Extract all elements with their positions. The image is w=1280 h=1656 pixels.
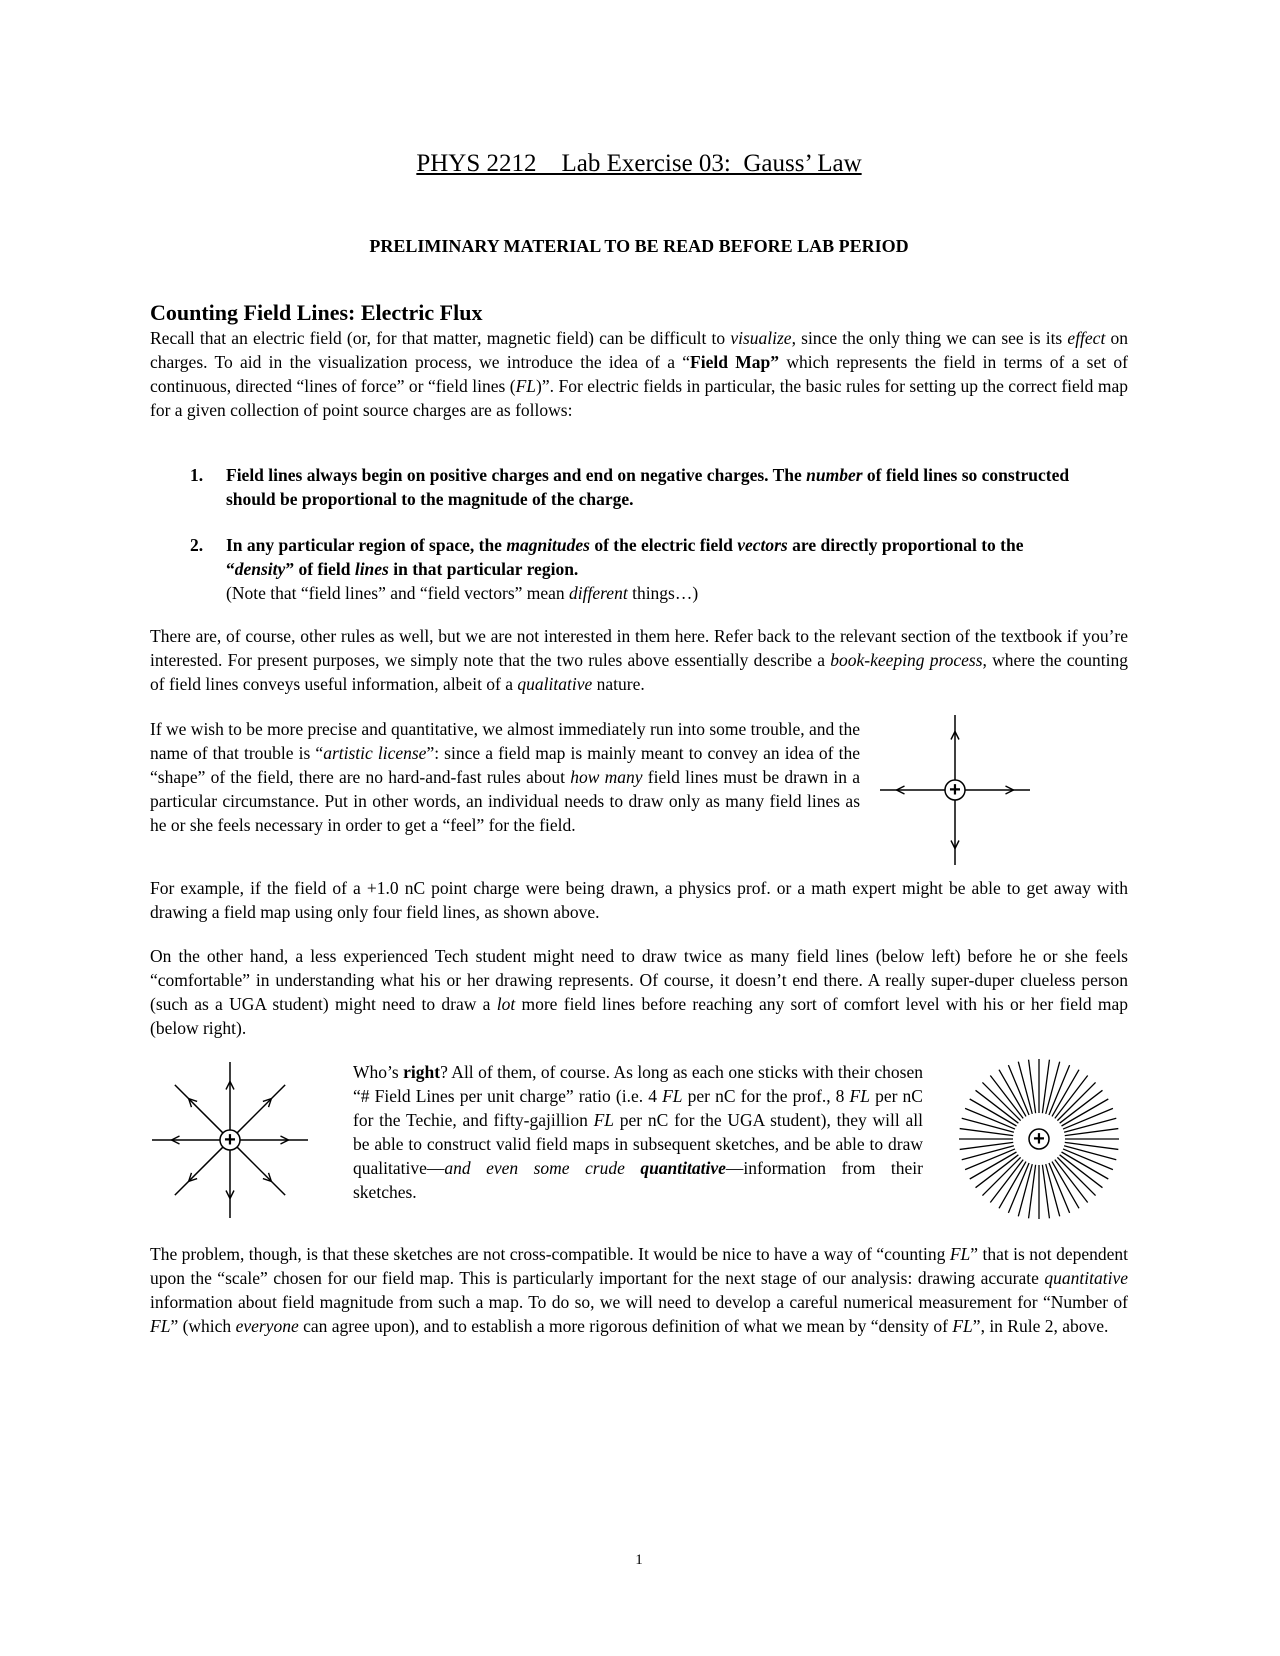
- charge-sign: +: [224, 1129, 236, 1151]
- other-hand-paragraph: On the other hand, a less experienced Tech student might need to draw twice as many field lines (below left) before he or she feels “comfortable” in understanding what his or her drawing represents. Of course, it doesn’t end there. A really super-duper clueless person (such as a UGA student) might need to draw a lot more field lines before reaching any sort of comfort level with his or her field map (below right).: [150, 946, 1129, 1038]
- intro-paragraph: Recall that an electric field (or, for that matter, magnetic field) can be difficult to visualize, since the only thing we can see is its effect on charges. To aid in the visualization process, we introduce the idea of a “Field Map” which represents the field in terms of a set of continuous, directed “lines of force” or “field lines (FL)”. For electric fields in particular, the basic rules for setting up the correct field map for a given collection of point source charges are as follows:: [150, 328, 1128, 420]
- page-title: [150, 150, 1128, 178]
- problem-paragraph: The problem, though, is that these sketches are not cross-compatible. It would be nice to have a way of “counting FL” that is not dependent upon the “scale” chosen for our field map. This is particularly important for the next stage of our analysis: drawing accurate quantitative information about field magnitude from such a map. To do so, we will need to develop a careful numerical measurement for “Number of FL” (which everyone can agree upon), and to establish a more rigorous definition of what we mean by “density of FL”, in Rule 2, above.: [150, 1244, 1128, 1336]
- charge-sign: +: [1033, 1128, 1045, 1150]
- field-line: [982, 1082, 1020, 1120]
- field-line: [237, 1147, 285, 1195]
- rule-2-note: (Note that “field lines” and “field vectors” mean different things…): [226, 583, 699, 603]
- four-field-lines-figure: [880, 715, 1040, 875]
- eight-field-lines-figure: [150, 1060, 310, 1220]
- page-title-text: PHYS 2212 Lab Exercise 03: Gauss’ Law: [416, 150, 862, 177]
- field-line: [1057, 1157, 1095, 1195]
- section-heading: Counting Field Lines: Electric Flux: [150, 300, 483, 325]
- whos-right-paragraph: Who’s right? All of them, of course. As long as each one sticks with their chosen “# Field Lines per unit charge” ratio (i.e. 4 FL per nC for the prof., 8 FL per nC for the Techie, and fifty-gajillion FL per nC for the UGA student), they will all be able to construct valid field maps in subsequent sketches, and be able to draw qualitative—and even some crude quantitative—information from their sketches.: [353, 1062, 923, 1202]
- field-line: [175, 1085, 223, 1133]
- field-line: [237, 1085, 285, 1133]
- preliminary-notice: PRELIMINARY MATERIAL TO BE READ BEFORE LAB PERIOD: [369, 236, 909, 256]
- artistic-license-paragraph: If we wish to be more precise and quantitative, we almost immediately run into some trouble, and the name of that trouble is “artistic license”: since a field map is mainly meant to convey an idea of the “shape” of the field, there are no hard-and-fast rules about how many field lines must be drawn in a particular circumstance. Put in other words, an individual needs to draw only as many field lines as he or she feels necessary in order to get a “feel” for the field.: [150, 719, 861, 835]
- many-field-lines-figure: [957, 1057, 1121, 1221]
- field-line: [1057, 1082, 1095, 1120]
- field-line: [982, 1157, 1020, 1195]
- example-paragraph: For example, if the field of a +1.0 nC point charge were being drawn, a physics prof. or a math expert might be able to get away with drawing a field map using only four field lines, as shown above.: [150, 878, 1128, 922]
- field-line: [175, 1147, 223, 1195]
- rules-note-paragraph: There are, of course, other rules as well, but we are not interested in them here. Refer back to the relevant section of the textbook if you’re interested. For present purposes, we simply note that the two rules above essentially describe a book-keeping process, where the counting of field lines conveys useful information, albeit of a qualitative nature.: [150, 626, 1129, 694]
- charge-sign: +: [949, 779, 961, 801]
- page-number: 1: [635, 1552, 643, 1568]
